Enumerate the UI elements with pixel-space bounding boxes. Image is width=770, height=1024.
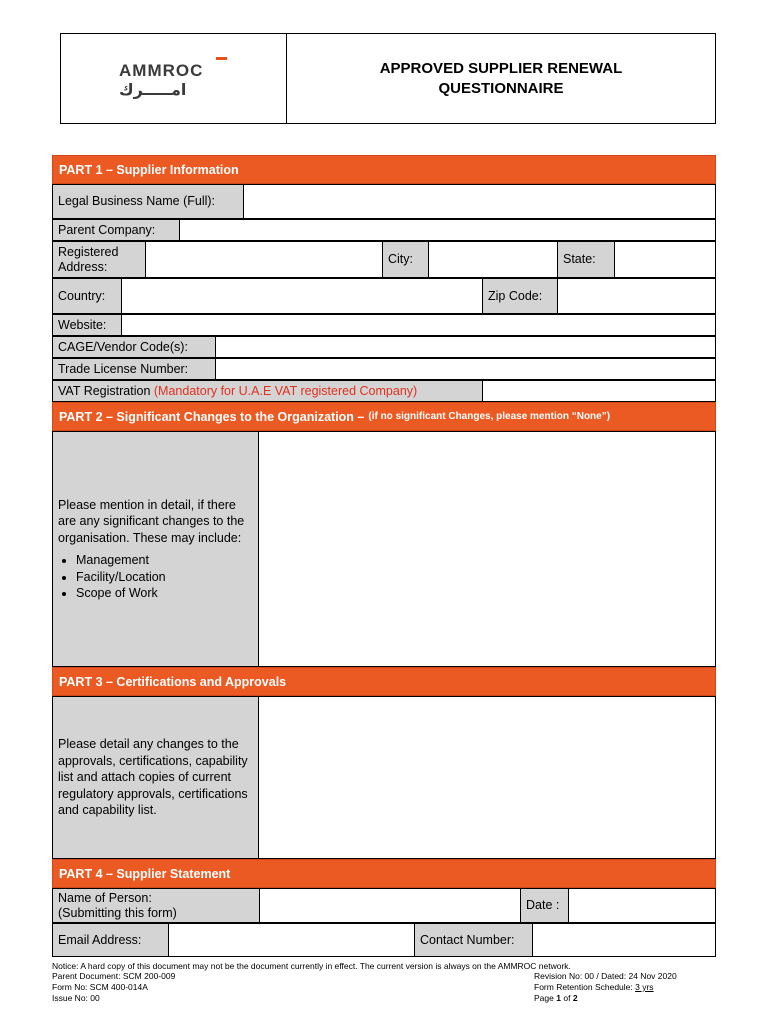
- name-of-person-text: Name of Person:: [58, 890, 152, 905]
- logo-accent: [216, 57, 227, 60]
- registered-address-field[interactable]: [145, 241, 383, 278]
- website-label: Website:: [52, 314, 122, 336]
- retention-label: Form Retention Schedule:: [534, 982, 633, 992]
- date-label: Date :: [520, 888, 569, 923]
- part2-heading: [52, 402, 716, 431]
- website-field[interactable]: [121, 314, 716, 336]
- trade-license-field[interactable]: [215, 358, 716, 380]
- parent-company-label: Parent Company:: [52, 219, 180, 241]
- state-field[interactable]: [614, 241, 716, 278]
- footer-issue-no: Issue No: 00: [52, 993, 100, 1003]
- part3-heading: [52, 667, 716, 696]
- bullet-management: • Management: [76, 552, 253, 569]
- country-label: Country:: [52, 278, 122, 314]
- vat-row: [52, 380, 716, 402]
- ammroc-logo: [61, 34, 286, 123]
- zip-code-label: Zip Code:: [482, 278, 558, 314]
- part2-description: Please mention in detail, if there are any significant changes to the organisation. These may include:: [58, 497, 245, 545]
- trade-license-label: Trade License Number:: [52, 358, 216, 380]
- part3-instructions: Please detail any changes to the approvals, certifications, capability list and attach copies of current regulatory approvals, certifications and capability list.: [52, 696, 259, 859]
- vat-mandatory-note: (Mandatory for U.A.E VAT registered Company): [153, 383, 418, 398]
- parent-company-field[interactable]: [179, 219, 716, 241]
- footer-page-number: [534, 993, 578, 1004]
- page-total: 2: [572, 993, 578, 1003]
- submitting-note: (Submitting this form): [58, 905, 177, 920]
- zip-code-field[interactable]: [557, 278, 716, 314]
- legal-name-label: Legal Business Name (Full):: [52, 184, 244, 219]
- date-field[interactable]: [568, 888, 716, 923]
- footer-retention: [534, 982, 654, 993]
- vat-label: [52, 380, 483, 402]
- part1-heading-text: PART 1 – Supplier Information: [59, 162, 239, 177]
- part2-instructions: [52, 431, 259, 667]
- state-label: State:: [557, 241, 615, 278]
- part2-row: [52, 431, 716, 667]
- address-row: [52, 241, 716, 278]
- vat-label-text: VAT Registration: [58, 383, 151, 398]
- country-field[interactable]: [121, 278, 483, 314]
- footer-form-no: Form No: SCM 400-014A: [52, 982, 148, 992]
- email-label: Email Address:: [52, 923, 169, 957]
- page-current: 1: [556, 993, 561, 1003]
- email-field[interactable]: [168, 923, 415, 957]
- part1-heading: [52, 155, 716, 184]
- legal-name-field[interactable]: [243, 184, 716, 219]
- cage-label: CAGE/Vendor Code(s):: [52, 336, 216, 358]
- logo-text-en: AMMROC: [119, 61, 204, 80]
- registered-address-label: Registered Address:: [52, 241, 146, 278]
- part2-heading-note: (if no significant Changes, please mention “None”): [368, 411, 611, 422]
- part2-heading-text: PART 2 – Significant Changes to the Organization –: [59, 409, 365, 424]
- page-of: of: [563, 993, 571, 1003]
- footer-revision: Revision No: 00 / Dated: 24 Nov 2020: [534, 971, 677, 981]
- name-of-person-field[interactable]: [259, 888, 521, 923]
- name-of-person-label: [52, 888, 260, 923]
- vat-field[interactable]: [482, 380, 716, 402]
- contact-number-field[interactable]: [532, 923, 716, 957]
- footer-parent-document: Parent Document: SCM 200-009: [52, 971, 176, 981]
- part3-heading-text: PART 3 – Certifications and Approvals: [59, 674, 287, 689]
- document-title: [287, 34, 715, 123]
- city-label: City:: [382, 241, 429, 278]
- retention-value: 3 yrs: [635, 982, 654, 992]
- document-header: [60, 33, 716, 124]
- cage-row: [52, 336, 716, 358]
- part2-bullet-list: [58, 552, 253, 602]
- contact-number-label: Contact Number:: [414, 923, 533, 957]
- email-row: [52, 923, 716, 957]
- part4-heading-text: PART 4 – Supplier Statement: [59, 866, 231, 881]
- parent-company-row: [52, 219, 716, 241]
- title-line-2: QUESTIONNAIRE: [438, 79, 564, 97]
- bullet-scope-of-work: • Scope of Work: [76, 585, 253, 602]
- footer-notice: Notice: A hard copy of this document may not be the document currently in effect. The current version is always on the AMMROC network.: [52, 961, 571, 971]
- part2-response-field[interactable]: [258, 431, 716, 667]
- website-row: [52, 314, 716, 336]
- legal-name-row: [52, 184, 716, 219]
- logo-text-ar: امـــــرك: [119, 80, 187, 99]
- title-line-1: APPROVED SUPPLIER RENEWAL: [379, 59, 623, 77]
- page-label: Page: [534, 993, 554, 1003]
- cage-field[interactable]: [215, 336, 716, 358]
- name-of-person-row: [52, 888, 716, 923]
- part4-heading: [52, 859, 716, 888]
- city-field[interactable]: [428, 241, 558, 278]
- part3-response-field[interactable]: [258, 696, 716, 859]
- trade-license-row: [52, 358, 716, 380]
- part3-row: [52, 696, 716, 859]
- country-row: [52, 278, 716, 314]
- bullet-facility-location: • Facility/Location: [76, 569, 253, 586]
